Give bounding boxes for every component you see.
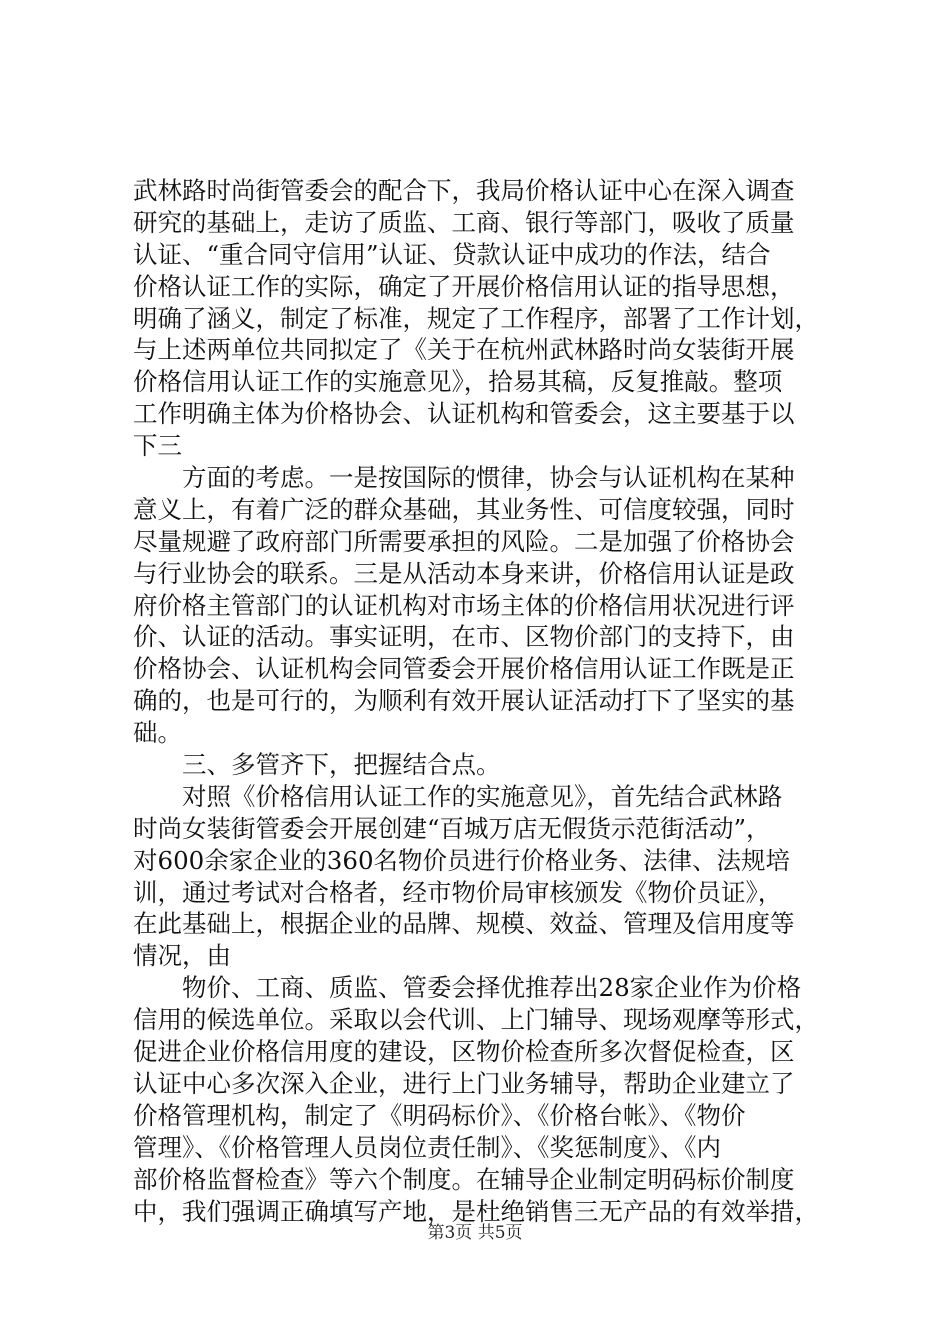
text-line: 与上述两单位共同拟定了《关于在杭州武林路时尚女装街开展 [133,335,795,365]
text-line: 时尚女装街管委会开展创建“百城万店无假货示范街活动”， [133,813,771,843]
text-line: 价格管理机构，制定了《明码标价》、《价格台帐》、《物价 [133,1100,746,1130]
text-line: 意义上，有着广泛的群众基础，其业务性、可信度较强，同时 [133,494,795,524]
text-line: 训，通过考试对合格者，经市物价局审核颁发《物价员证》， [133,877,783,907]
text-line: 明确了涵义，制定了标准，规定了工作程序，部署了工作计划， [133,303,819,333]
text-line: 部价格监督检查》等六个制度。在辅导企业制定明码标价制度 [133,1164,795,1194]
text-line: 价、认证的活动。事实证明，在市、区物价部门的支持下，由 [133,622,795,652]
text-line: 价格认证工作的实际，确定了开展价格信用认证的指导思想， [133,271,795,301]
text-line: 信用的候选单位。采取以会代训、上门辅导、现场观摩等形式， [133,1005,819,1035]
page-footer: 第3页 共5页 [427,1223,523,1243]
text-line: 三、多管齐下，把握结合点。 [182,750,501,780]
text-line: 工作明确主体为价格协会、认证机构和管委会，这主要基于以 [133,399,795,429]
text-line: 情况，由 [133,941,231,971]
text-line: 对600余家企业的360名物价员进行价格业务、法律、法规培 [133,845,791,875]
text-line: 认证中心多次深入企业，进行上门业务辅导，帮助企业建立了 [133,1068,795,1098]
text-line: 价格协会、认证机构会同管委会开展价格信用认证工作既是正 [133,654,795,684]
text-line: 管理》、《价格管理人员岗位责任制》、《奖惩制度》、《内 [133,1132,721,1162]
text-line: 研究的基础上，走访了质监、工商、银行等部门，吸收了质量 [133,207,795,237]
document-body [133,175,853,1227]
text-line: 对照《价格信用认证工作的实施意见》，首先结合武林路 [182,781,783,811]
text-line: 中，我们强调正确填写产地，是杜绝销售三无产品的有效举措， [133,1196,819,1226]
text-line: 府价格主管部门的认证机构对市场主体的价格信用状况进行评 [133,590,795,620]
text-line: 与行业协会的联系。三是从活动本身来讲，价格信用认证是政 [133,558,795,588]
text-line: 价格信用认证工作的实施意见》，拾易其稿，反复推敲。整项 [133,367,783,397]
text-line: 础。 [133,718,182,748]
text-line: 确的，也是可行的，为顺利有效开展认证活动打下了坚实的基 [133,686,795,716]
text-line: 武林路时尚街管委会的配合下，我局价格认证中心在深入调查 [133,176,795,205]
text-line: 下三 [133,431,182,461]
text-line: 促进企业价格信用度的建设，区物价检查所多次督促检查，区 [133,1037,795,1067]
text-line: 尽量规避了政府部门所需要承担的风险。二是加强了价格协会 [133,526,795,556]
text-line: 物价、工商、质监、管委会择优推荐出28家企业作为价格 [182,973,802,1003]
text-line: 认证、“重合同守信用”认证、贷款认证中成功的作法，结合 [133,239,771,269]
text-line: 在此基础上，根据企业的品牌、规模、效益、管理及信用度等 [133,909,795,939]
text-line: 方面的考虑。一是按国际的惯律，协会与认证机构在某种 [182,463,795,493]
